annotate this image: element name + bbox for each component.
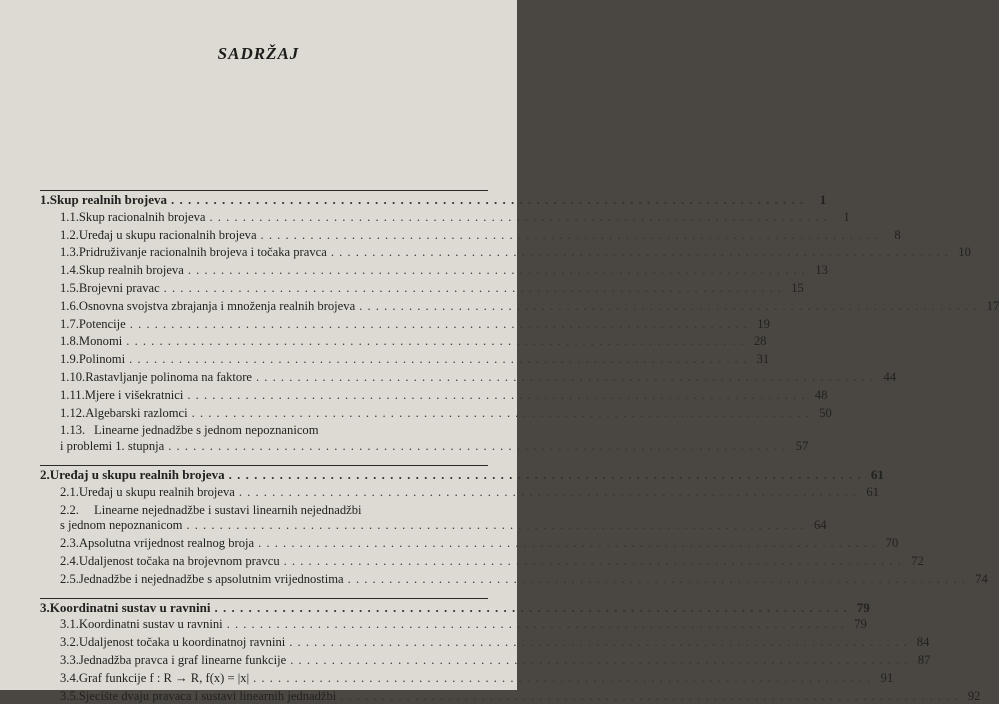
section-entry-page: 19	[757, 316, 770, 331]
section-entry-label: Brojevni pravac	[78, 281, 160, 295]
section-entry	[60, 653, 931, 668]
section-entry	[60, 688, 981, 704]
section-entry-page: 61	[866, 484, 879, 499]
section-entry	[60, 227, 901, 243]
dot-leader: . . . . . . . . . . . . . . . . . . . . . . . . . . . . . . . . . . . . . . . . . . . . . . . . . . . . . . . . . . . . . . . . . . . . . . . . . . .	[253, 670, 872, 685]
section-entry-number: 2.4.	[60, 554, 79, 568]
dot-leader: . . . . . . . . . . . . . . . . . . . . . . . . . . . . . . . . . . . . . . . . . . . . . . . . . . . . . . . . . . . . . . . . . . . . . . . . . . .	[258, 536, 877, 551]
section-entry	[60, 370, 897, 385]
section-entry-number: 3.1.	[60, 617, 79, 632]
section-entry-page: 84	[916, 635, 930, 650]
section-entry	[60, 423, 486, 438]
section-entry-page: 91	[880, 670, 894, 685]
section-entry-page: 87	[917, 653, 931, 667]
dot-leader: . . . . . . . . . . . . . . . . . . . . . . . . . . . . . . . . . . . . . . . . . . . . . . . . . . . . . . . . . . . . . . . . . . . . . . . . . . .	[340, 688, 959, 703]
dot-leader: . . . . . . . . . . . . . . . . . . . . . . . . . . . . . . . . . . . . . . . . . . . . . . . . . . . . . . . . . . . . . . . . . . . . . . . . . . .	[289, 635, 908, 650]
section-entry	[60, 334, 767, 349]
dot-leader: . . . . . . . . . . . . . . . . . . . . . . . . . . . . . . . . . . . . . . . . . . . . . . . . . . . . . . . . . . . . . . . . . . . . . . . . . . .	[228, 467, 862, 482]
section-entry	[60, 281, 804, 296]
section-entry-page: 13	[815, 263, 828, 278]
section-entry	[60, 617, 867, 632]
section-entry-page: 31	[756, 352, 770, 367]
chapter-entry	[40, 599, 870, 616]
section-entry-label: Linearne jednadžbe s jednom nepoznanicom	[94, 423, 319, 438]
section-entry-number: 3.4.	[60, 670, 79, 685]
section-entry-number: 1.13.	[60, 423, 86, 438]
section-entry-label: Jednadžba pravca i graf linearne funkcije	[78, 653, 287, 667]
section-entry-number: 1.11.	[60, 387, 85, 402]
section-entry-label: Graf funkcije f : R → R, f(x) = |x|	[78, 670, 250, 685]
section-entry-label: Uređaj u skupu realnih brojeva	[78, 484, 235, 499]
section-entry-label: Mjere i višekratnici	[84, 387, 184, 402]
section-entry	[60, 503, 486, 518]
dot-leader: . . . . . . . . . . . . . . . . . . . . . . . . . . . . . . . . . . . . . . . . . . . . . . . . . . . . . . . . . . . . . . . . . . . . . . . . . . .	[260, 227, 879, 242]
section-entry-continuation	[60, 439, 809, 454]
section-entry	[60, 484, 879, 500]
section-entry-number: 1.1.	[60, 209, 79, 224]
chapter-entry-page: 1	[819, 192, 827, 207]
chapter-entry-page: 61	[870, 467, 884, 482]
section-entry-label: Skup racionalnih brojeva	[78, 209, 206, 224]
dot-leader: . . . . . . . . . . . . . . . . . . . . . . . . . . . . . . . . . . . . . . . . . . . . . . . . . . . . . . . . . . . . . . . . . . . . . . . . . . .	[171, 192, 805, 207]
dot-leader: . . . . . . . . . . . . . . . . . . . . . . . . . . . . . . . . . . . . . . . . . . . . . . . . . . . . . . . . . . . . . . . . . . . . . . . . . . .	[226, 617, 845, 632]
section-entry	[60, 571, 988, 587]
chapter-entry-label: Uređaj u skupu realnih brojeva	[49, 467, 225, 482]
dot-leader: . . . . . . . . . . . . . . . . . . . . . . . . . . . . . . . . . . . . . . . . . . . . . . . . . . . . . . . . . . . . . . . . . . . . . . . . . . .	[214, 599, 848, 615]
section-entry-number: 1.8.	[60, 334, 79, 349]
section-entry-page: 74	[975, 571, 988, 586]
section-entry-label: Apsolutna vrijednost realnog broja	[78, 536, 255, 551]
section-entry-label: Osnovna svojstva zbrajanja i množenja realnih brojeva	[78, 298, 356, 313]
section-entry	[60, 635, 930, 650]
section-entry	[60, 298, 999, 314]
dot-leader: . . . . . . . . . . . . . . . . . . . . . . . . . . . . . . . . . . . . . . . . . . . . . . . . . . . . . . . . . . . . . . . . . . . . . . . . . . .	[168, 439, 787, 454]
section-entry-label: Koordinatni sustav u ravnini	[78, 617, 223, 632]
dot-leader: . . . . . . . . . . . . . . . . . . . . . . . . . . . . . . . . . . . . . . . . . . . . . . . . . . . . . . . . . . . . . . . . . . . . . . . . . . .	[187, 387, 806, 402]
section-entry	[60, 352, 770, 367]
section-entry-label: Rastavljanje polinoma na faktore	[85, 370, 252, 384]
page-title: SADRŽAJ	[217, 44, 300, 63]
section-entry-label: Polinomi	[78, 352, 126, 367]
chapter-rule	[40, 598, 488, 599]
chapter-entry-label: Koordinatni sustav u ravnini	[49, 599, 211, 615]
section-entry-label: Udaljenost točaka na brojevnom pravcu	[78, 554, 280, 568]
dot-leader: . . . . . . . . . . . . . . . . . . . . . . . . . . . . . . . . . . . . . . . . . . . . . . . . . . . . . . . . . . . . . . . . . . . . . . . . . . .	[129, 352, 748, 367]
section-entry-continuation-page: 64	[813, 518, 827, 533]
dot-leader: . . . . . . . . . . . . . . . . . . . . . . . . . . . . . . . . . . . . . . . . . . . . . . . . . . . . . . . . . . . . . . . . . . . . . . . . . . .	[209, 209, 828, 224]
section-entry-number: 1.12.	[60, 405, 86, 420]
section-entry-number: 2.2.	[60, 502, 79, 517]
section-entry	[60, 405, 832, 421]
section-entry-page: 17	[986, 298, 999, 313]
section-entry	[60, 536, 899, 551]
chapter-entry-number: 1.	[40, 192, 50, 207]
section-entry-page: 44	[883, 370, 897, 384]
dot-leader: . . . . . . . . . . . . . . . . . . . . . . . . . . . . . . . . . . . . . . . . . . . . . . . . . . . . . . . . . . . . . . . . . . . . . . . . . . .	[186, 518, 805, 533]
section-entry-page: 10	[958, 245, 971, 260]
section-entry-page: 28	[753, 334, 767, 349]
section-entry-page: 8	[894, 227, 901, 242]
section-entry-number: 1.10.	[60, 370, 86, 384]
section-entry	[60, 245, 971, 260]
section-entry-number: 1.6.	[60, 298, 79, 313]
section-entry-number: 1.4.	[60, 263, 79, 278]
dot-leader: . . . . . . . . . . . . . . . . . . . . . . . . . . . . . . . . . . . . . . . . . . . . . . . . . . . . . . . . . . . . . . . . . . . . . . . . . . .	[359, 298, 978, 313]
dot-leader: . . . . . . . . . . . . . . . . . . . . . . . . . . . . . . . . . . . . . . . . . . . . . . . . . . . . . . . . . . . . . . . . . . . . . . . . . . .	[126, 334, 745, 349]
dot-leader: . . . . . . . . . . . . . . . . . . . . . . . . . . . . . . . . . . . . . . . . . . . . . . . . . . . . . . . . . . . . . . . . . . . . . . . . . . .	[187, 263, 806, 278]
section-entry-number: 1.7.	[60, 316, 79, 331]
chapter-entry	[40, 192, 827, 208]
dot-leader: . . . . . . . . . . . . . . . . . . . . . . . . . . . . . . . . . . . . . . . . . . . . . . . . . . . . . . . . . . . . . . . . . . . . . . . . . . .	[163, 281, 782, 295]
section-entry-page: 1	[843, 209, 850, 224]
section-entry-label: Monomi	[78, 334, 123, 349]
section-entry-label: Algebarski razlomci	[85, 405, 188, 420]
section-entry	[60, 263, 828, 278]
section-entry-number: 3.3.	[60, 653, 79, 667]
section-entry-number: 1.3.	[60, 245, 79, 260]
section-entry	[60, 387, 828, 403]
section-entry-number: 2.1.	[60, 484, 79, 499]
section-entry-number: 3.5.	[60, 688, 79, 703]
section-entry	[60, 209, 850, 225]
dot-leader: . . . . . . . . . . . . . . . . . . . . . . . . . . . . . . . . . . . . . . . . . . . . . . . . . . . . . . . . . . . . . . . . . . . . . . . . . . .	[290, 653, 909, 667]
section-entry-label: Sjecište dvaju pravaca i sustavi linearnih jednadžbi	[78, 688, 337, 703]
section-entry-label: Linearne nejednadžbe i sustavi linearnih nejednadžbi	[94, 502, 362, 517]
chapter-rule	[40, 465, 488, 466]
section-entry-page: 79	[854, 617, 867, 632]
section-entry-continuation-page: 57	[795, 439, 809, 454]
section-entry-page: 92	[967, 688, 981, 703]
section-entry-number: 2.3.	[60, 536, 79, 551]
chapter-entry-page: 79	[856, 599, 870, 615]
section-entry	[60, 316, 770, 332]
chapter-entry-number: 2.	[40, 467, 50, 482]
section-entry-label: Jednadžbe i nejednadžbe s apsolutnim vrijednostima	[78, 571, 344, 586]
section-entry	[60, 670, 894, 686]
section-entry-page: 70	[885, 536, 899, 551]
section-entry-continuation-label: s jednom nepoznanicom	[60, 518, 183, 533]
dot-leader: . . . . . . . . . . . . . . . . . . . . . . . . . . . . . . . . . . . . . . . . . . . . . . . . . . . . . . . . . . . . . . . . . . . . . . . . . . .	[191, 405, 810, 420]
section-entry-label: Udaljenost točaka u koordinatnoj ravnini	[78, 635, 286, 650]
dot-leader: . . . . . . . . . . . . . . . . . . . . . . . . . . . . . . . . . . . . . . . . . . . . . . . . . . . . . . . . . . . . . . . . . . . . . . . . . . .	[129, 316, 748, 331]
section-entry-label: Skup realnih brojeva	[78, 263, 184, 278]
dot-leader: . . . . . . . . . . . . . . . . . . . . . . . . . . . . . . . . . . . . . . . . . . . . . . . . . . . . . . . . . . . . . . . . . . . . . . . . . . .	[283, 554, 902, 568]
section-entry-label: Potencije	[78, 316, 126, 331]
section-entry-number: 1.9.	[60, 352, 79, 367]
section-entry-page: 15	[791, 281, 804, 295]
section-entry-number: 2.5.	[60, 571, 79, 586]
chapter-entry-label: Skup realnih brojeva	[49, 192, 168, 207]
chapter-entry	[40, 467, 884, 483]
section-entry-label: Pridruživanje racionalnih brojeva i točaka pravca	[78, 245, 327, 260]
dot-leader: . . . . . . . . . . . . . . . . . . . . . . . . . . . . . . . . . . . . . . . . . . . . . . . . . . . . . . . . . . . . . . . . . . . . . . . . . . .	[256, 370, 875, 384]
dot-leader: . . . . . . . . . . . . . . . . . . . . . . . . . . . . . . . . . . . . . . . . . . . . . . . . . . . . . . . . . . . . . . . . . . . . . . . . . . .	[347, 571, 966, 586]
chapter-entry-number: 3.	[40, 599, 50, 615]
section-entry-page: 50	[819, 405, 832, 420]
section-entry-page: 72	[911, 554, 924, 568]
section-entry-number: 1.2.	[60, 227, 79, 242]
section-entry	[60, 554, 924, 569]
section-entry-page: 48	[814, 387, 828, 402]
section-entry-continuation-label: i problemi 1. stupnja	[60, 439, 165, 454]
dot-leader: . . . . . . . . . . . . . . . . . . . . . . . . . . . . . . . . . . . . . . . . . . . . . . . . . . . . . . . . . . . . . . . . . . . . . . . . . . .	[330, 245, 949, 260]
section-entry-number: 1.5.	[60, 281, 79, 295]
section-entry-label: Uređaj u skupu racionalnih brojeva	[78, 227, 257, 242]
section-entry-number: 3.2.	[60, 635, 79, 650]
chapter-rule	[40, 190, 488, 191]
section-entry-continuation	[60, 518, 827, 533]
dot-leader: . . . . . . . . . . . . . . . . . . . . . . . . . . . . . . . . . . . . . . . . . . . . . . . . . . . . . . . . . . . . . . . . . . . . . . . . . . .	[238, 484, 857, 499]
